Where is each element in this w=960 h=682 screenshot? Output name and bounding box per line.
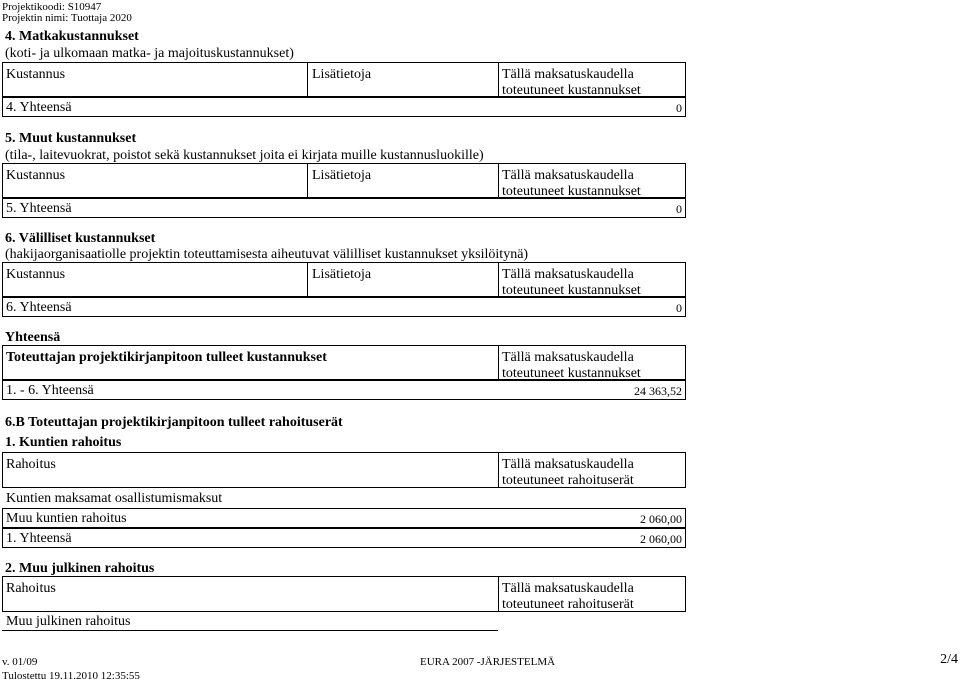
funding2-row1-line [2, 630, 498, 631]
section4-total-label: 4. Yhteensä [6, 100, 72, 115]
summary-col-costs: Toteuttajan projektikirjanpitoon tulleet kustannukset [6, 350, 327, 365]
section6-title: 6. Välilliset kustannukset [5, 231, 156, 246]
section4-total-value: 0 [676, 101, 682, 115]
section4-subtitle: (koti- ja ulkomaan matka- ja majoituskustannukset) [5, 46, 294, 61]
funding1-col-funding: Rahoitus [6, 457, 56, 472]
section5-col-period-1: Tällä maksatuskaudella [502, 168, 634, 183]
funding1-divider [498, 452, 499, 488]
funding2-col-period-2: toteutuneet rahoituserät [502, 597, 634, 612]
section6b-title: 6.B Toteuttajan projektikirjanpitoon tulleet rahoituserät [5, 415, 343, 430]
summary-total-label: 1. - 6. Yhteensä [6, 383, 94, 398]
section6-subtitle: (hakijaorganisaatiolle projektin toteuttamisesta aiheutuvat välilliset kustannukset yksilöitynä) [5, 247, 529, 262]
section4-col-period-1: Tällä maksatuskaudella [502, 67, 634, 82]
project-name: Projektin nimi: Tuottaja 2020 [2, 12, 132, 24]
section4-col-cost: Kustannus [6, 67, 66, 82]
funding1-col-period-1: Tällä maksatuskaudella [502, 457, 634, 472]
section5-divider-1 [307, 163, 308, 198]
section6-total-box [2, 297, 686, 317]
summary-col-period-1: Tällä maksatuskaudella [502, 350, 634, 365]
summary-col-period-2: toteutuneet kustannukset [502, 366, 641, 381]
section5-total-label: 5. Yhteensä [6, 201, 72, 216]
section6-col-period-2: toteutuneet kustannukset [502, 283, 641, 298]
section6-col-period-1: Tällä maksatuskaudella [502, 267, 634, 282]
section5-total-box [2, 198, 686, 218]
funding1-row1-label: Kuntien maksamat osallistumismaksut [6, 491, 223, 506]
summary-divider [498, 345, 499, 380]
funding1-title: 1. Kuntien rahoitus [5, 435, 122, 450]
section5-subtitle: (tila-, laitevuokrat, poistot sekä kustannukset joita ei kirjata muille kustannusluokille) [5, 148, 484, 163]
funding2-col-period-1: Tällä maksatuskaudella [502, 581, 634, 596]
section4-divider-2 [498, 62, 499, 97]
section4-total-box [2, 97, 686, 117]
section6-col-info: Lisätietoja [312, 267, 372, 282]
section4-title: 4. Matkakustannukset [5, 29, 139, 44]
section5-col-cost: Kustannus [6, 168, 66, 183]
footer-system: EURA 2007 -JÄRJESTELMÄ [420, 656, 556, 668]
funding1-row2-label: Muu kuntien rahoitus [6, 511, 127, 526]
section6-divider-2 [498, 262, 499, 297]
section5-col-period-2: toteutuneet kustannukset [502, 184, 641, 199]
funding2-row1-label: Muu julkinen rahoitus [6, 614, 131, 629]
funding2-col-funding: Rahoitus [6, 581, 56, 596]
summary-title: Yhteensä [5, 330, 61, 345]
section6-total-label: 6. Yhteensä [6, 300, 72, 315]
funding2-divider [498, 576, 499, 612]
footer-version: v. 01/09 [2, 656, 38, 668]
section6-col-cost: Kustannus [6, 267, 66, 282]
funding1-col-period-2: toteutuneet rahoituserät [502, 473, 634, 488]
section5-col-info: Lisätietoja [312, 168, 372, 183]
funding1-total-value: 2 060,00 [640, 532, 682, 546]
summary-total-value: 24 363,52 [634, 384, 682, 398]
section5-total-value: 0 [676, 202, 682, 216]
funding1-total-box [2, 528, 686, 548]
funding1-total-label: 1. Yhteensä [6, 531, 72, 546]
section5-divider-2 [498, 163, 499, 198]
footer-printed: Tulostettu 19.11.2010 12:35:55 [2, 670, 140, 682]
section4-col-info: Lisätietoja [312, 67, 372, 82]
funding2-title: 2. Muu julkinen rahoitus [5, 561, 155, 576]
section6-divider-1 [307, 262, 308, 297]
section4-divider-1 [307, 62, 308, 97]
section6-total-value: 0 [676, 301, 682, 315]
section5-title: 5. Muut kustannukset [5, 131, 137, 146]
summary-total-box [2, 380, 686, 400]
funding1-row2-value: 2 060,00 [640, 512, 682, 526]
section4-col-period-2: toteutuneet kustannukset [502, 83, 641, 98]
project-code: Projektikoodi: S10947 [2, 1, 102, 13]
footer-page-number: 2/4 [940, 652, 958, 667]
